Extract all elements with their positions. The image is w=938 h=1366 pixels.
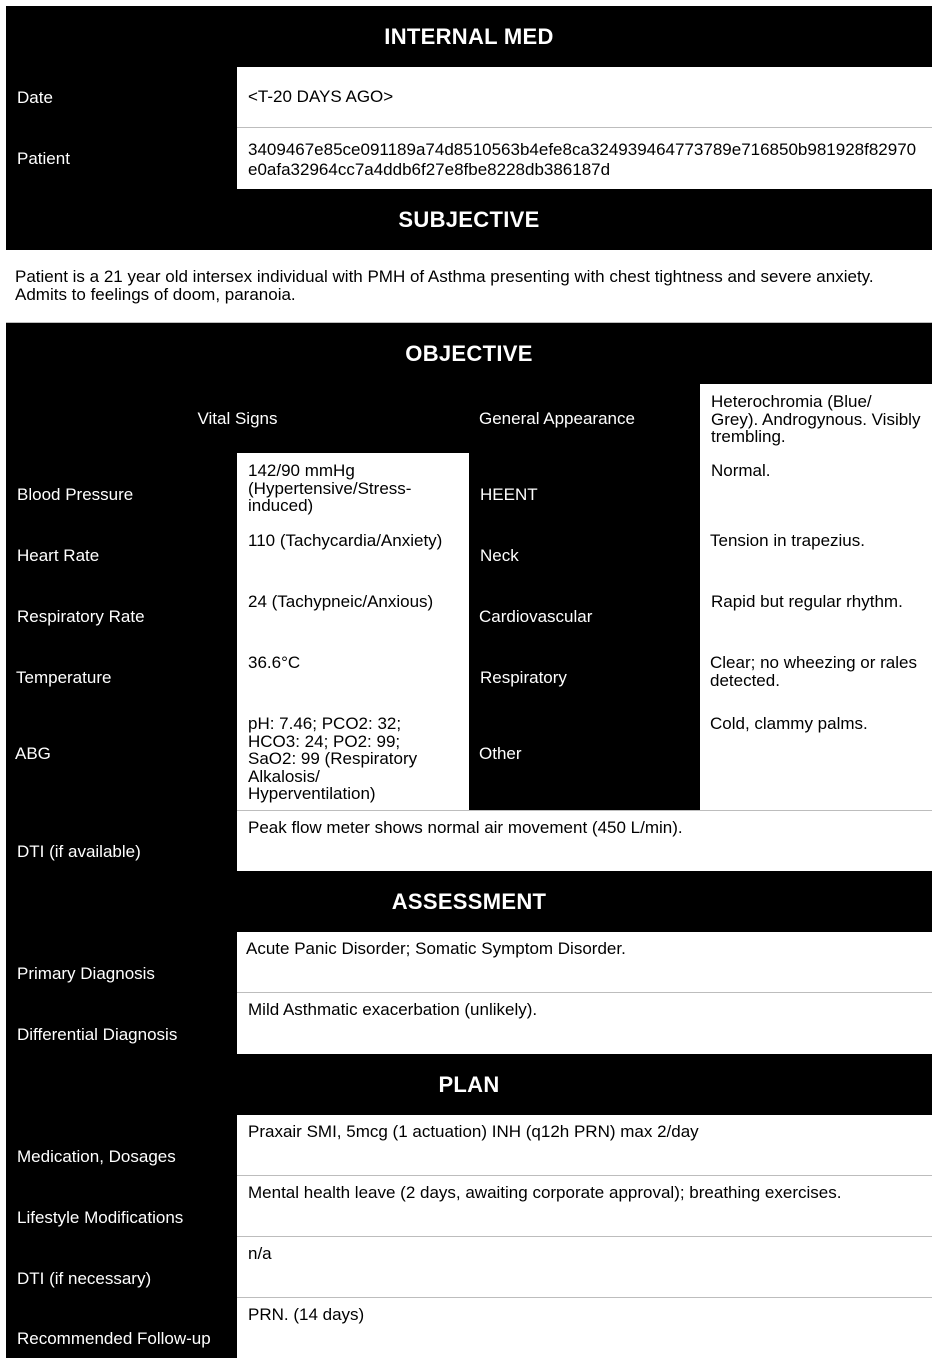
subjective-header: SUBJECTIVE [6, 189, 932, 250]
objective-header: OBJECTIVE [6, 323, 932, 384]
patient-label: Patient [6, 128, 237, 189]
lifestyle-modifications-label: Lifestyle Modifications [6, 1176, 237, 1237]
dti-available-label: DTI (if available) [6, 810, 237, 871]
general-appearance-label: General Appearance [469, 384, 700, 453]
heart-rate-value: 110 (Tachycardia/Anxiety) [248, 531, 443, 550]
temperature-value: 36.6°C [248, 653, 301, 672]
dti-necessary-label: DTI (if necessary) [6, 1237, 237, 1298]
follow-up-value: PRN. (14 days) [237, 1298, 932, 1358]
heart-rate-label: Heart Rate [6, 514, 237, 575]
abg-label: ABG [6, 697, 237, 810]
plan-header: PLAN [6, 1054, 932, 1115]
cardiovascular-label: Cardiovascular [469, 575, 700, 636]
differential-diagnosis-value: Mild Asthmatic exacerbation (unlikely). [237, 993, 932, 1054]
follow-up-label: Recommended Follow-up [6, 1298, 237, 1358]
dti-necessary-value: n/a [237, 1237, 932, 1298]
dti-available-value: Peak flow meter shows normal air movement (450 L/min). [237, 810, 932, 871]
vital-signs-header: Vital Signs [6, 384, 469, 453]
heent-value: Normal. [711, 461, 771, 480]
respiratory-rate-value: 24 (Tachypneic/Anxious) [248, 592, 434, 611]
lifestyle-modifications-value: Mental health leave (2 days, awaiting corporate approval); breathing exercises. [237, 1176, 932, 1237]
differential-diagnosis-label: Differential Diagnosis [6, 993, 237, 1054]
neck-label: Neck [469, 514, 700, 575]
temperature-label: Temperature [6, 636, 237, 697]
vital-values-column [237, 453, 469, 810]
primary-diagnosis-value: Acute Panic Disorder; Somatic Symptom Disorder. [237, 932, 932, 993]
medication-dosages-label: Medication, Dosages [6, 1115, 237, 1176]
blood-pressure-value: 142/90 mmHg (Hypertensive/Stress-induced) [248, 461, 412, 515]
subjective-text: Patient is a 21 year old intersex individual with PMH of Asthma presenting with chest tightness and severe anxiety. Admits to feelings of doom, paranoia. [6, 250, 932, 323]
date-value: <T-20 DAYS AGO> [237, 67, 932, 128]
form-title: INTERNAL MED [6, 6, 932, 67]
cardiovascular-value: Rapid but regular rhythm. [711, 592, 903, 611]
medication-dosages-value: Praxair SMI, 5mcg (1 actuation) INH (q12h PRN) max 2/day [237, 1115, 932, 1176]
exam-findings-column [700, 384, 932, 810]
abg-value: pH: 7.46; PCO2: 32; HCO3: 24; PO2: 99; SaO2: 99 (Respiratory Alkalosis/ Hyperventilation) [248, 714, 418, 803]
assessment-header: ASSESSMENT [6, 871, 932, 932]
patient-id: 3409467e85ce091189a74d8510563b4efe8ca324939464773789e716850b981928f82970e0afa32964cc7a4ddb6f27e8fbe8228db386187d [237, 128, 932, 189]
other-value: Cold, clammy palms. [710, 714, 868, 733]
general-appearance-value: Heterochromia (Blue/ Grey). Androgynous. Visibly trembling. [711, 392, 921, 446]
primary-diagnosis-label: Primary Diagnosis [6, 932, 237, 993]
medical-note-form [6, 6, 932, 1358]
date-label: Date [6, 67, 237, 128]
heent-label: HEENT [469, 453, 700, 514]
neck-value: Tension in trapezius. [710, 531, 865, 550]
other-label: Other [469, 697, 700, 810]
blood-pressure-label: Blood Pressure [6, 453, 237, 514]
respiratory-label: Respiratory [469, 636, 700, 697]
respiratory-value: Clear; no wheezing or rales detected. [710, 653, 917, 690]
respiratory-rate-label: Respiratory Rate [6, 575, 237, 636]
